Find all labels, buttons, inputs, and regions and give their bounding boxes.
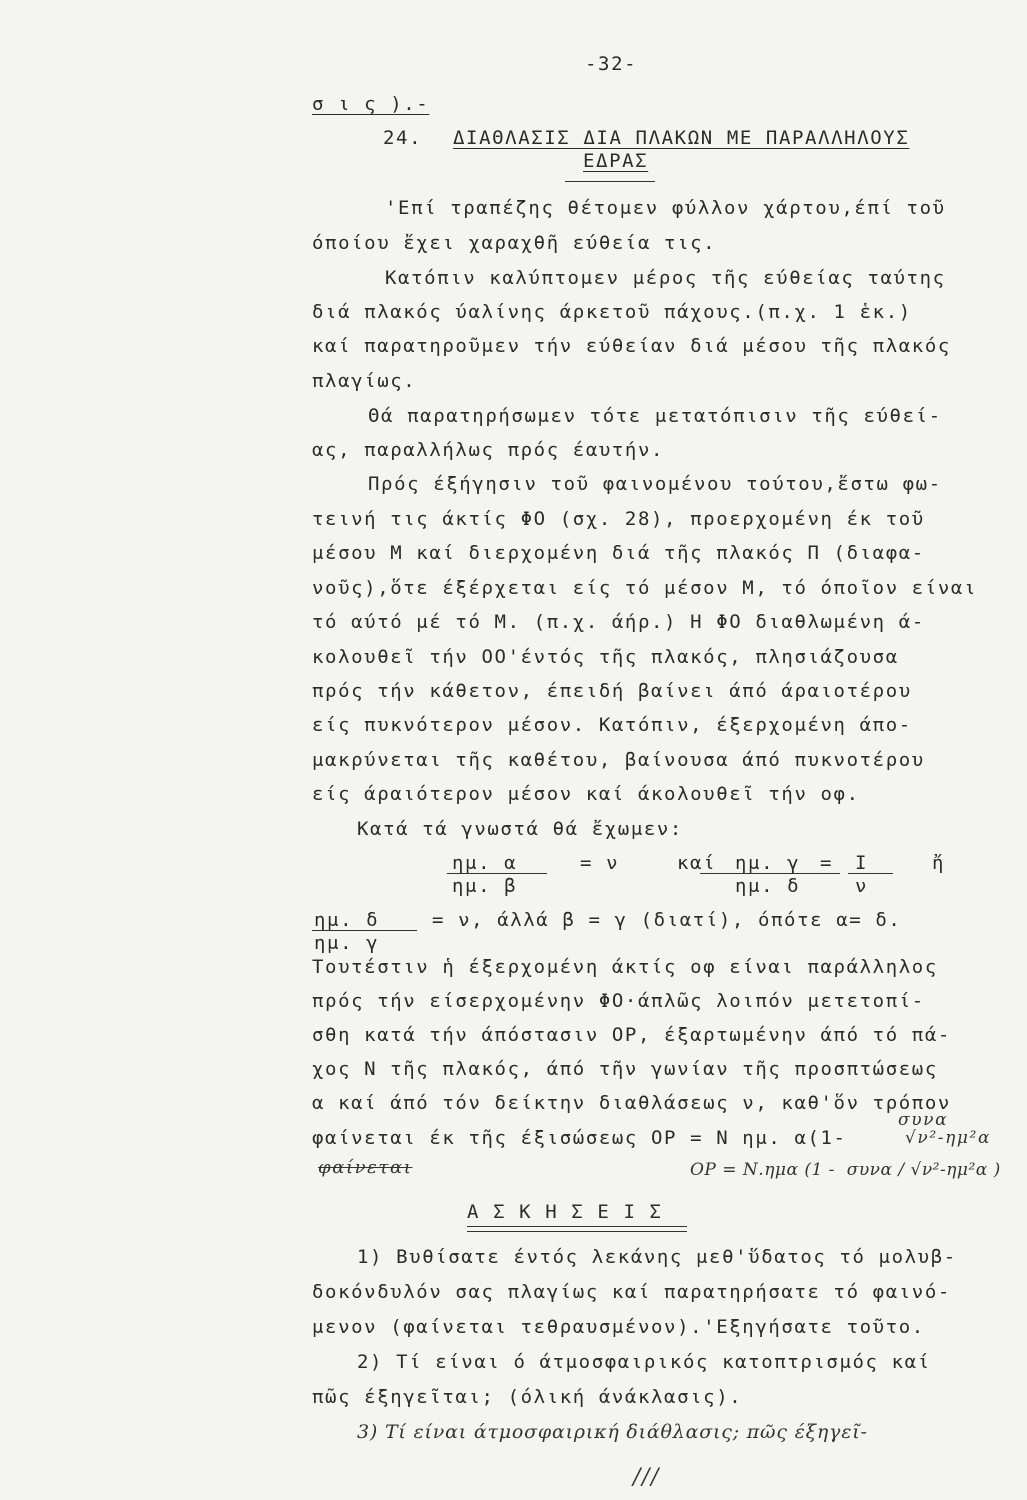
formula-numerator: ημ. α — [452, 852, 518, 874]
formula-equals: = ν — [580, 852, 620, 874]
body-line: χος Ν τῆς πλακός, άπό τῆν γωνίαν τῆς προσπτώσεως — [312, 1058, 938, 1080]
body-line: Κατόπιν καλύπτομεν μέρος τῆς εύθείας ταύτης — [385, 267, 946, 289]
exercise-line: δοκόνδυλόν σας πλαγίως καί παρατηρήσατε τό φαινό- — [312, 1281, 951, 1303]
formula-numerator: ημ. γ — [735, 852, 801, 874]
formula-numerator: I — [855, 852, 869, 874]
body-line: νοῦς),ὅτε έξέρχεται είς τό μέσον Μ, τό όποῖον είναι — [312, 577, 977, 599]
handwritten-formula: ΟΡ = Ν.ημα (1 - συνα / √ν²-ημ²α ) — [690, 1160, 1001, 1180]
body-line: όποίου ἔχει χαραχθῆ εύθεία τις. — [312, 232, 717, 254]
exercise-line: 2) Τί είναι ό άτμοσφαιρικός κατοπτρισμός καί — [357, 1351, 931, 1373]
body-line: είς πυκνότερον μέσον. Κατόπιν, έξερχομένη άπο- — [312, 714, 912, 736]
page-footer-mark: /// — [633, 1465, 661, 1490]
body-line: πρός τήν είσερχομένην ΦΟ·άπλῶς λοιπόν μετετοπί- — [312, 990, 925, 1012]
body-line: Τουτέστιν ἡ έξερχομένη άκτίς οφ είναι παράλληλος — [312, 956, 938, 978]
body-line: ας, παραλλήλως πρός έαυτήν. — [312, 439, 665, 461]
exercise-line: 3) Τί είναι άτμοσφαιρική διάθλασις; πῶς έξηγεῖ- — [357, 1421, 868, 1443]
section-number: 24. — [383, 127, 423, 149]
exercise-line: μενον (φαίνεται τεθραυσμένον).'Εξηγήσατε τοῦτο. — [312, 1316, 925, 1338]
body-line: τεινή τις άκτίς ΦΟ (σχ. 28), προερχομένη έκ τοῦ — [312, 508, 925, 530]
body-line: καί παρατηροῦμεν τήν εύθείαν διά μέσου τῆς πλακός — [312, 335, 951, 357]
formula-denominator: ημ. β — [452, 875, 518, 897]
body-line: μακρύνεται τῆς καθέτου, βαίνουσα άπό πυκνοτέρου — [312, 749, 925, 771]
formula-equals: = — [820, 852, 834, 874]
formula-numerator: ημ. δ — [314, 909, 380, 931]
body-line: Πρός έξήγησιν τοῦ φαινομένου τούτου,ἔστω φω- — [368, 473, 942, 495]
body-line: κολουθεῖ τήν ΟΟ'έντός τῆς πλακός, πλησιάζουσα — [312, 646, 899, 668]
body-line: α καί άπό τόν δείκτην διαθλάσεως ν, καθ'ὅν τρόπον — [312, 1092, 951, 1114]
exercise-line: πῶς έξηγεῖται; (όλική άνάκλασις). — [312, 1386, 743, 1408]
formula-connector: καί — [677, 852, 717, 874]
heading-double-rule — [467, 1226, 687, 1232]
formula-text: = ν, άλλά β = γ (διατί), όπότε α= δ. — [432, 909, 902, 931]
handwritten-annotation: √ν²-ημ²α — [905, 1128, 992, 1148]
carryover-text: σ ι ς ).- — [312, 93, 430, 115]
formula-denominator: ημ. γ — [314, 932, 380, 954]
section-title-line2: ΕΔΡΑΣ — [583, 150, 649, 172]
title-short-rule — [565, 181, 655, 182]
formula-denominator: ν — [855, 875, 869, 897]
body-line: είς άραιότερον μέσον καί άκολουθεῖ τήν οφ. — [312, 783, 860, 805]
body-line: μέσου Μ καί διερχομένη διά τῆς πλακός Π (διαφα- — [312, 542, 925, 564]
body-line: πρός τήν κάθετον, έπειδή βαίνει άπό άραιοτέρου — [312, 680, 912, 702]
body-line: Θά παρατηρήσωμεν τότε μετατόπισιν τῆς εύθεί- — [368, 405, 942, 427]
body-line: φαίνεται έκ τῆς έξισώσεως ΟΡ = Ν ημ. α(1- — [312, 1127, 847, 1149]
formula-connector: ἤ — [932, 852, 946, 874]
body-line: διά πλακός ύαλίνης άρκετοῦ πάχους.(π.χ. 1 ἑκ.) — [312, 301, 912, 323]
body-line: πλαγίως. — [312, 370, 417, 392]
body-line: Κατά τά γνωστά θά ἔχωμεν: — [357, 818, 683, 840]
handwritten-strikeout: φαίνεται — [318, 1157, 413, 1178]
exercise-line: 1) Βυθίσατε έντός λεκάνης μεθ'ὕδατος τό μολυβ- — [357, 1246, 957, 1268]
page-number: -32- — [585, 53, 638, 75]
exercises-heading: Α Σ Κ Η Σ Ε Ι Σ — [467, 1201, 663, 1223]
handwritten-annotation: συνα — [898, 1110, 949, 1130]
body-line: 'Επί τραπέζης θέτομεν φύλλον χάρτου,έπί τοῦ — [385, 197, 946, 219]
body-line: σθη κατά τήν άπόστασιν ΟΡ, έξαρτωμένην άπό τό πά- — [312, 1024, 951, 1046]
body-line: τό αύτό μέ τό Μ. (π.χ. άήρ.) Η ΦΟ διαθλωμένη ά- — [312, 611, 925, 633]
section-title-line1: ΔΙΑΘΛΑΣΙΣ ΔΙΑ ΠΛΑΚΩΝ ΜΕ ΠΑΡΑΛΛΗΛΟΥΣ — [453, 127, 910, 149]
formula-denominator: ημ. δ — [735, 875, 801, 897]
